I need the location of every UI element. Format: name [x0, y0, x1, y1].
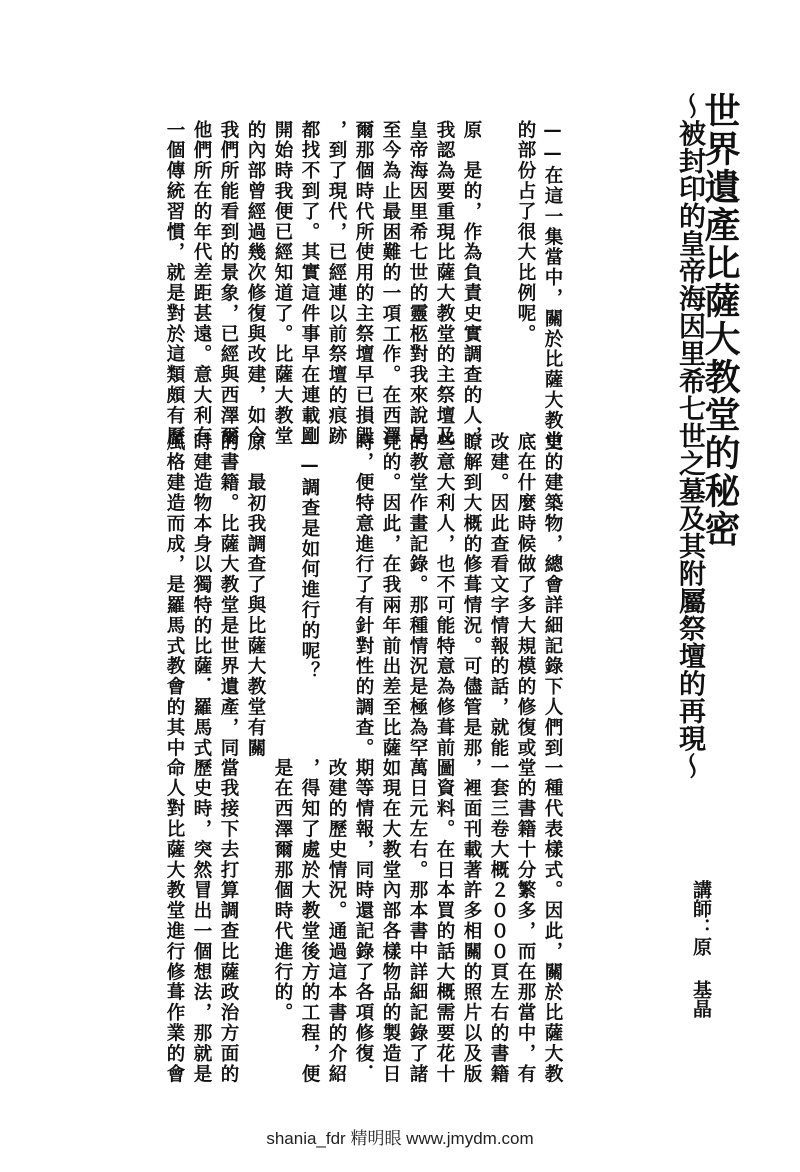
text-column: 爾那個時代所使用的主祭壇早已損毀 [353, 120, 374, 447]
text-column: 的教堂作畫記錄。那種情況是極為罕 [407, 432, 428, 759]
text-column: 一套三卷大概２０００頁左右的書籍 [488, 758, 509, 1085]
text-column: 原 最初我調查了與比薩大教堂有關 [245, 432, 266, 759]
text-column: 圖資料。在日本買的話大概需要花十 [434, 758, 455, 1085]
text-column: 期等情報，同時還記錄了各項修復． [353, 758, 374, 1085]
text-column: 史的建築物，總會詳細記錄下人們到 [542, 432, 563, 759]
text-column: 我們所能看到的景象，已經與西澤爾 [218, 120, 239, 447]
text-block-top [161, 120, 566, 451]
source-watermark: shania_fdr 精明眼 www.jmydm.com [266, 1129, 534, 1148]
interviewer-question: ——調查是如何進行的呢？ [299, 432, 320, 682]
text-column: 底在什麼時候做了多大規模的修復或 [515, 432, 536, 759]
lecturer-label: 講師：原 [690, 880, 712, 956]
paragraph-gap [485, 120, 512, 451]
article-subtitle: ～被封印的皇帝海因里希七世之墓及其附屬祭壇的再現～ [674, 92, 705, 780]
text-column: 堂的書籍十分繁多，而在那當中，有 [515, 758, 536, 1085]
text-column: 命人對比薩大教堂進行修葺作業的會 [164, 758, 185, 1085]
text-column: 一個傳統習慣，就是對於這類頗有歷 [164, 120, 185, 447]
text-column: 皇帝海因里希七世的靈柩對我來說是 [407, 120, 428, 447]
text-column: 些意大利人，也不可能特意為修葺前 [434, 432, 455, 759]
text-column: ，裡面刊載著許多相關的照片以及版 [461, 758, 482, 1085]
text-column: 的部份占了很大比例呢。 [515, 120, 536, 345]
text-column: 改建的歷史情況。通過這本書的介紹 [326, 758, 347, 1085]
text-column: 如現在大教堂內部各樣物品的製造日 [380, 758, 401, 1085]
lecturer-name: 基晶 [690, 980, 712, 1018]
text-column: 原 是的，作為負責史實調查的人， [461, 120, 482, 447]
text-column: 瞭解到大概的修葺情況。可儘管是那 [461, 432, 482, 759]
text-column: 時，便特意進行了有針對性的調查。 [353, 432, 374, 759]
text-column: ——在這一集當中，關於比薩大教堂 [542, 120, 563, 452]
text-column: 都找不到了。其實這件事早在連載剛 [299, 120, 320, 447]
text-column: 萬日元左右。那本書中詳細記錄了諸 [407, 758, 428, 1085]
paragraph-gap [242, 758, 269, 1084]
text-column: 改建。因此查看文字情報的話，就能 [488, 432, 509, 759]
text-column: 的書籍。比薩大教堂是世界遺產，同 [218, 432, 239, 759]
text-column: 當我接下去打算調查比薩政治方面的 [218, 758, 239, 1085]
text-column: 至今為止最困難的一項工作。在西澤 [380, 120, 401, 447]
paragraph-gap [269, 432, 296, 758]
article-title: 世界遺產比薩大教堂的秘密 [699, 92, 741, 548]
text-column: 風格建造而成，是羅馬式教會的其中 [164, 432, 185, 759]
text-column: 他們所在的年代差距甚遠。意大利有 [191, 120, 212, 447]
text-column: ，得知了處於大教堂後方的工程，便 [299, 758, 320, 1085]
text-column: 開始時我便已經知道了。比薩大教堂 [272, 120, 293, 447]
text-column: 時建造物本身以獨特的比薩．羅馬式 [191, 432, 212, 759]
text-column: 是在西澤爾那個時代進行的。 [272, 758, 293, 1024]
text-block-bottom [161, 758, 566, 1084]
text-column: ，到了現代，已經連以前祭壇的痕跡 [326, 120, 347, 447]
text-column: 的內部曾經過幾次修復與改建，如今 [245, 120, 266, 447]
text-column: 歷史時，突然冒出一個想法，那就是 [191, 758, 212, 1085]
text-column: 見的。因此，在我兩年前出差至比薩 [380, 432, 401, 759]
text-block-middle [161, 432, 566, 758]
lecturer-credit [690, 880, 712, 1018]
text-column: 我認為要重現比薩大教堂的主祭壇及 [434, 120, 455, 447]
text-column: 一種代表樣式。因此，關於比薩大教 [542, 758, 563, 1085]
paragraph-gap [323, 432, 350, 758]
